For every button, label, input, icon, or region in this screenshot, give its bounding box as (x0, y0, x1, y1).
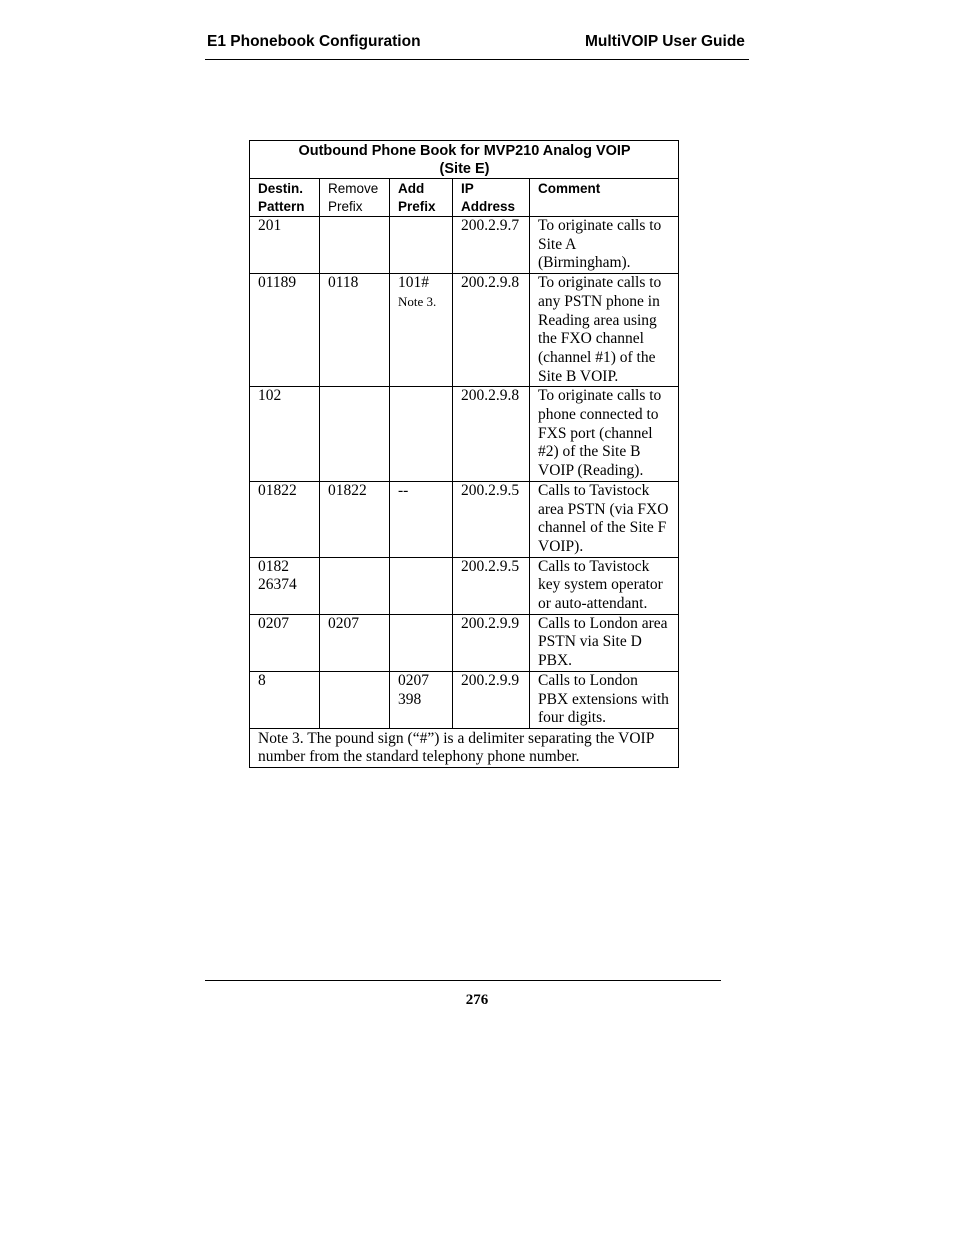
cell-add: -- (390, 481, 453, 557)
footer-divider (205, 980, 721, 981)
column-header-text: Destin. (258, 181, 304, 196)
column-header-text: Remove (328, 181, 379, 196)
cell-add (390, 387, 453, 482)
column-header-text: Address (461, 199, 516, 214)
cell-destin: 201 (250, 217, 320, 274)
column-header-destin-pattern (250, 179, 320, 217)
column-header-text: Pattern (258, 199, 305, 214)
cell-remove (320, 217, 390, 274)
column-header-text: Add (398, 181, 425, 196)
column-header-text: Comment (538, 181, 601, 196)
table-title-row (250, 141, 679, 179)
column-header-comment (530, 179, 679, 217)
cell-comment: To originate calls to Site A (Birmingham). (530, 217, 679, 274)
cell-add (390, 614, 453, 671)
cell-add: 0207 398 (390, 671, 453, 728)
cell-destin: 01822 (250, 481, 320, 557)
cell-destin: 0182 26374 (250, 557, 320, 614)
table-row (250, 614, 679, 671)
cell-ip: 200.2.9.9 (453, 671, 530, 728)
table-title-line2: (Site E) (439, 161, 490, 177)
cell-remove (320, 387, 390, 482)
table-footnote: Note 3. The pound sign (“#”) is a delimiter separating the VOIP number from the standard telephony phone number. (250, 728, 679, 767)
table-note-row (250, 728, 679, 767)
cell-comment: Calls to London PBX extensions with four digits. (530, 671, 679, 728)
cell-comment: Calls to Tavistock area PSTN (via FXO channel of the Site F VOIP). (530, 481, 679, 557)
table-header-row (250, 179, 679, 217)
cell-comment: To originate calls to phone connected to FXS port (channel #2) of the Site B VOIP (Reading). (530, 387, 679, 482)
running-header-section: E1 Phonebook Configuration (207, 33, 421, 50)
column-header-text: Prefix (328, 199, 363, 214)
cell-destin: 8 (250, 671, 320, 728)
cell-add (390, 217, 453, 274)
cell-remove (320, 671, 390, 728)
cell-ip: 200.2.9.8 (453, 274, 530, 387)
running-header-guide-title: MultiVOIP User Guide (585, 33, 745, 50)
cell-ip: 200.2.9.8 (453, 387, 530, 482)
table-row (250, 671, 679, 728)
cell-add-value: 101# (398, 274, 429, 292)
cell-comment: Calls to London area PSTN via Site D PBX. (530, 614, 679, 671)
cell-add (390, 274, 453, 387)
table-title (250, 141, 679, 179)
table-row (250, 274, 679, 387)
table-row (250, 481, 679, 557)
table-row (250, 217, 679, 274)
cell-ip: 200.2.9.5 (453, 481, 530, 557)
page-number: 276 (465, 992, 489, 1008)
table-row (250, 557, 679, 614)
cell-destin: 0207 (250, 614, 320, 671)
cell-add (390, 557, 453, 614)
cell-ip: 200.2.9.9 (453, 614, 530, 671)
table-row (250, 387, 679, 482)
cell-destin: 102 (250, 387, 320, 482)
table-title-line1: Outbound Phone Book for MVP210 Analog VOIP (298, 143, 631, 159)
outbound-phone-book-table (249, 140, 679, 768)
cell-remove (320, 557, 390, 614)
column-header-text: Prefix (398, 199, 436, 214)
column-header-text: IP (461, 181, 474, 196)
cell-ip: 200.2.9.5 (453, 557, 530, 614)
cell-comment: Calls to Tavistock key system operator or auto-attendant. (530, 557, 679, 614)
cell-remove: 0207 (320, 614, 390, 671)
cell-remove: 01822 (320, 481, 390, 557)
column-header-ip-address (453, 179, 530, 217)
header-divider (205, 59, 749, 60)
cell-remove: 0118 (320, 274, 390, 387)
cell-destin: 01189 (250, 274, 320, 387)
cell-add-note-ref: Note 3. (398, 293, 437, 309)
column-header-remove-prefix (320, 179, 390, 217)
cell-comment: To originate calls to any PSTN phone in Reading area using the FXO channel (channel #1) of the Site B VOIP. (530, 274, 679, 387)
column-header-add-prefix (390, 179, 453, 217)
cell-ip: 200.2.9.7 (453, 217, 530, 274)
